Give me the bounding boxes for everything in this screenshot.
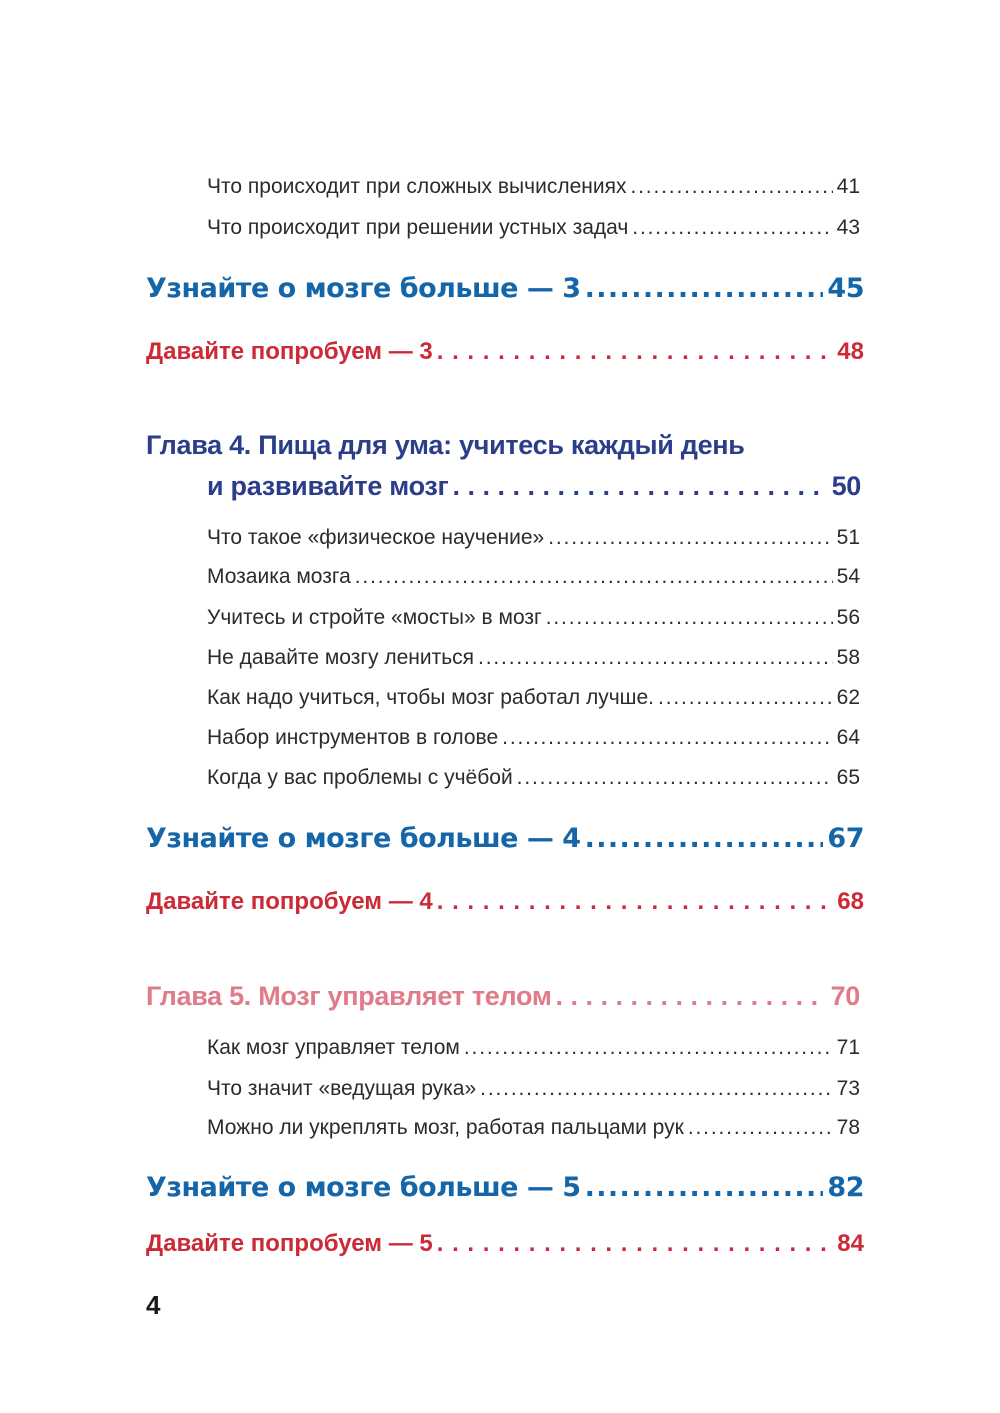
toc-entry-page: 70 <box>830 981 860 1011</box>
dot-leader <box>355 563 833 591</box>
toc-entry-title: Что такое «физическое научение» <box>207 526 545 549</box>
toc-entry-page: 50 <box>831 471 861 501</box>
toc-entry-title: Давайте попробуем — 5 <box>146 1230 433 1257</box>
dot-leader <box>585 1170 824 1206</box>
dot-leader <box>452 468 827 504</box>
dot-leader <box>688 1114 833 1142</box>
dot-leader <box>546 604 833 632</box>
toc-entry-title: Учитесь и стройте «мосты» в мозг <box>207 606 542 629</box>
toc-entry-page: 64 <box>836 726 860 749</box>
chapter-4-title-line2: и развивайте мозг <box>207 471 449 501</box>
dot-leader <box>502 724 832 752</box>
page-number: 4 <box>146 1290 161 1320</box>
toc-entry-page: 67 <box>827 823 864 854</box>
toc-entry-title: Набор инструментов в голове <box>207 726 499 749</box>
toc-entry-dont-let-brain-laze[interactable] <box>207 644 860 672</box>
toc-entry-title: Как надо учиться, чтобы мозг работал лучше. <box>207 686 655 709</box>
toc-entry-page: 68 <box>837 888 864 915</box>
dot-leader <box>437 335 834 369</box>
dot-leader <box>556 978 827 1014</box>
toc-entry-how-to-study[interactable] <box>207 684 860 712</box>
dot-leader <box>548 524 832 552</box>
toc-entry-bridges[interactable] <box>207 604 860 632</box>
toc-entry-lets-try-5[interactable] <box>146 1227 864 1261</box>
toc-entry-page: 41 <box>836 175 860 198</box>
toc-entry-page: 82 <box>827 1172 864 1203</box>
toc-entry-learn-more-5[interactable] <box>146 1170 864 1206</box>
dot-leader <box>464 1034 833 1062</box>
toc-entry-title: Давайте попробуем — 3 <box>146 338 433 365</box>
dot-leader <box>437 885 834 919</box>
dot-leader <box>517 764 833 792</box>
toc-entry-page: 56 <box>836 606 860 629</box>
dot-leader <box>630 173 832 201</box>
toc-entry-dominant-hand[interactable] <box>207 1075 860 1103</box>
toc-entry-physical-learning[interactable] <box>207 524 860 552</box>
toc-entry-complex-calculations[interactable] <box>207 173 860 201</box>
toc-entry-page: 58 <box>836 646 860 669</box>
toc-entry-brain-mosaic[interactable] <box>207 563 860 591</box>
toc-entry-title: Мозаика мозга <box>207 565 351 588</box>
toc-entry-chapter-4[interactable] <box>207 468 861 504</box>
toc-entry-toolkit[interactable] <box>207 724 860 752</box>
toc-entry-oral-problems[interactable] <box>207 214 860 242</box>
chapter-4-title-line1[interactable]: Глава 4. Пища для ума: учитесь каждый день <box>146 430 745 460</box>
toc-entry-page: 65 <box>836 766 860 789</box>
toc-entry-page: 78 <box>836 1116 860 1139</box>
toc-entry-title: Узнайте о мозге больше — 5 <box>146 1172 581 1203</box>
toc-entry-title: Когда у вас проблемы с учёбой <box>207 766 513 789</box>
toc-entry-page: 73 <box>836 1077 860 1100</box>
toc-entry-title: Узнайте о мозге больше — 3 <box>146 273 581 304</box>
toc-entry-brain-controls-body[interactable] <box>207 1034 860 1062</box>
dot-leader <box>437 1227 834 1261</box>
toc-entry-title: Давайте попробуем — 4 <box>146 888 433 915</box>
toc-entry-title: Что происходит при решении устных задач <box>207 216 629 239</box>
toc-entry-study-problems[interactable] <box>207 764 860 792</box>
toc-entry-finger-exercise[interactable] <box>207 1114 860 1142</box>
toc-entry-page: 54 <box>836 565 860 588</box>
toc-entry-page: 84 <box>837 1230 864 1257</box>
toc-entry-learn-more-4[interactable] <box>146 821 864 857</box>
toc-entry-chapter-5[interactable] <box>146 978 860 1014</box>
toc-entry-page: 45 <box>827 273 864 304</box>
toc-entry-learn-more-3[interactable] <box>146 271 864 307</box>
toc-entry-lets-try-3[interactable] <box>146 335 864 369</box>
dot-leader <box>632 214 832 242</box>
toc-entry-title: Узнайте о мозге больше — 4 <box>146 823 581 854</box>
dot-leader <box>480 1075 832 1103</box>
toc-entry-title: Можно ли укреплять мозг, работая пальцами рук <box>207 1116 684 1139</box>
dot-leader <box>478 644 833 672</box>
toc-entry-title: Не давайте мозгу лениться <box>207 646 475 669</box>
toc-entry-title: Что происходит при сложных вычислениях <box>207 175 627 198</box>
toc-entry-lets-try-4[interactable] <box>146 885 864 919</box>
dot-leader <box>585 271 824 307</box>
toc-entry-page: 48 <box>837 338 864 365</box>
dot-leader <box>585 821 824 857</box>
toc-entry-title: Что значит «ведущая рука» <box>207 1077 477 1100</box>
dot-leader <box>658 684 833 712</box>
toc-entry-title: Как мозг управляет телом <box>207 1036 460 1059</box>
toc-entry-page: 71 <box>836 1036 860 1059</box>
toc-entry-page: 51 <box>836 526 860 549</box>
toc-entry-title: Глава 5. Мозг управляет телом <box>146 981 552 1011</box>
toc-entry-page: 62 <box>836 686 860 709</box>
toc-entry-page: 43 <box>836 216 860 239</box>
